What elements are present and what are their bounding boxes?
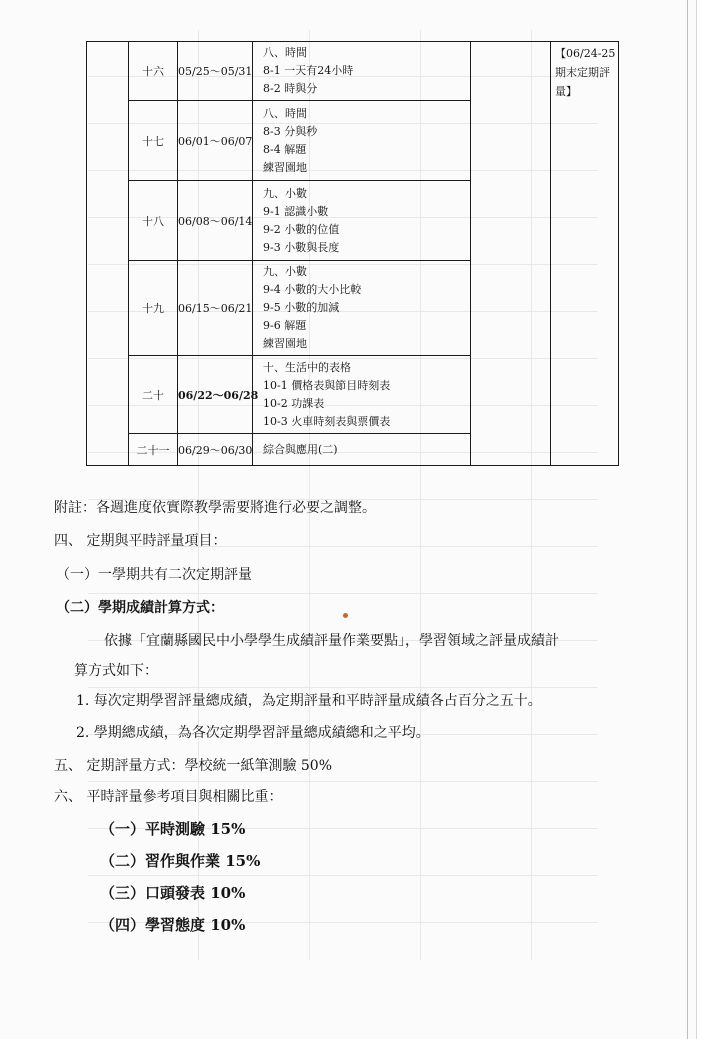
- content-line: 8-4 解題: [263, 142, 307, 156]
- content-line: 練習園地: [263, 160, 307, 174]
- note-cell: 【06/24-25期末定期評量】: [551, 42, 619, 466]
- week-cell: 二十: [129, 356, 178, 434]
- content-line: 八、時間: [263, 46, 307, 59]
- content-line: 9-6 解題: [263, 319, 307, 332]
- date-cell: 06/01～06/07: [178, 101, 253, 181]
- content-line: 八、時間: [263, 106, 307, 120]
- content-cell: [253, 356, 471, 434]
- week-cell: 十六: [129, 42, 178, 101]
- content-line: 10-1 價格表與節目時刻表: [263, 378, 391, 392]
- date-cell: 06/15～06/21: [178, 261, 253, 356]
- item-2: （二）學期成績計算方式：: [56, 600, 224, 616]
- footnote: 附註：各週進度依實際教學需要將進行必要之調整。: [54, 500, 376, 516]
- content-line: 9-4 小數的大小比較: [263, 283, 362, 296]
- date-cell: 06/29～06/30: [178, 434, 253, 466]
- week-cell: 十九: [129, 261, 178, 356]
- content-cell: [253, 261, 471, 356]
- content-cell: [253, 42, 471, 101]
- section-5-heading: 五、 定期評量方式：學校統一紙筆測驗 50%: [54, 758, 333, 774]
- blank-column-2: [471, 42, 551, 466]
- content-line: 8-3 分與秒: [263, 124, 318, 138]
- page-edge-line: [687, 0, 688, 1039]
- weight-item-3: （三）口頭發表 10%: [100, 884, 246, 902]
- weight-item-4: （四）學習態度 10%: [100, 916, 246, 934]
- weight-item-1: （一）平時測驗 15%: [100, 820, 246, 838]
- content-line: 9-1 認識小數: [263, 204, 329, 218]
- content-line: 10-3 火車時刻表與票價表: [263, 414, 391, 428]
- date-cell: 06/08～06/14: [178, 181, 253, 261]
- content-line: 9-2 小數的位值: [263, 222, 340, 236]
- week-cell: 十八: [129, 181, 178, 261]
- week-cell: 十七: [129, 101, 178, 181]
- item-1: （一）一學期共有二次定期評量: [56, 567, 252, 583]
- content-line: 8-1 一天有24小時: [263, 64, 354, 77]
- content-line: 8-2 時與分: [263, 82, 318, 95]
- table-row: [87, 42, 619, 101]
- content-line: 10-2 功課表: [263, 396, 325, 410]
- section-6-heading: 六、 平時評量參考項目與相關比重：: [54, 789, 283, 805]
- content-line: 十、生活中的表格: [263, 360, 351, 374]
- content-line: 綜合與應用(二): [263, 442, 338, 456]
- weight-item-2: （二）習作與作業 15%: [100, 852, 261, 870]
- rule-1: 1. 每次定期學習評量總成績，為定期評量和平時評量成績各占百分之五十。: [76, 693, 542, 709]
- paragraph-line-1: 依據「宜蘭縣國民中小學學生成績評量作業要點」，學習領域之評量成績計: [104, 633, 559, 649]
- rule-2: 2. 學期總成績，為各次定期學習評量總成績總和之平均。: [76, 725, 430, 741]
- week-cell: 二十一: [129, 434, 178, 466]
- content-line: 練習園地: [263, 337, 307, 350]
- content-line: 九、小數: [263, 186, 307, 200]
- content-line: 九、小數: [263, 265, 307, 278]
- date-cell: 05/25～05/31: [178, 42, 253, 101]
- ink-speck: [343, 613, 348, 618]
- content-cell: [253, 434, 471, 466]
- section-4-heading: 四、 定期與平時評量項目：: [54, 533, 227, 549]
- content-line: 9-5 小數的加減: [263, 301, 340, 314]
- content-cell: [253, 101, 471, 181]
- paragraph-line-2: 算方式如下：: [74, 663, 158, 679]
- blank-column: [87, 42, 129, 466]
- date-cell: 06/22～06/28: [178, 356, 253, 434]
- schedule-table: [86, 41, 619, 466]
- content-cell: [253, 181, 471, 261]
- content-line: 9-3 小數與長度: [263, 240, 340, 254]
